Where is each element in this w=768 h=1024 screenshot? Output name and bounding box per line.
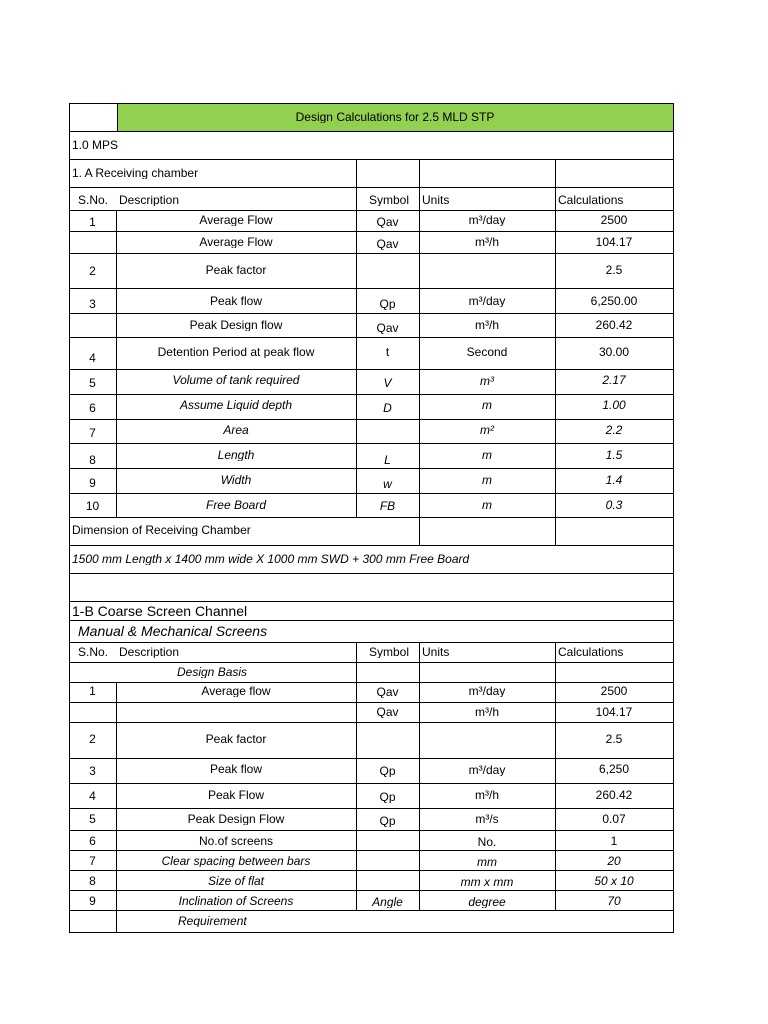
cs-row-cell-sno: 5	[89, 813, 96, 825]
rc-row-cell-desc: Peak flow	[209, 295, 263, 307]
rc-header-units: Units	[422, 194, 450, 206]
grid-vline	[356, 642, 357, 683]
grid-hline	[69, 159, 674, 160]
sheet-title: Design Calculations for 2.5 MLD STP	[295, 111, 495, 123]
cs-row-cell-calc: 2.5	[605, 733, 623, 745]
cs-row-cell-calc: 260.42	[595, 789, 633, 801]
grid-hline	[69, 758, 674, 759]
grid-hline	[69, 662, 674, 663]
cs-row-cell-sno: 1	[89, 685, 96, 697]
rc-row-cell-sno: 5	[89, 377, 96, 389]
grid-hline	[69, 620, 674, 621]
rc-row-cell-desc: Average Flow	[199, 236, 273, 248]
cs-header-calculations: Calculations	[558, 646, 624, 658]
rc-row-cell-unit: m³/day	[468, 214, 506, 226]
grid-vline	[419, 682, 420, 911]
rc-row-cell-sym: w	[383, 478, 392, 490]
grid-hline	[69, 890, 674, 891]
grid-hline	[69, 253, 674, 254]
grid-hline	[69, 443, 674, 444]
cs-row-cell-desc: No.of screens	[198, 835, 274, 847]
rc-row-cell-unit: m³/day	[468, 295, 506, 307]
grid-hline	[69, 419, 674, 420]
rc-row-cell-sym: Qav	[376, 322, 399, 334]
grid-vline	[555, 642, 556, 683]
cs-row-cell-unit: m³/day	[468, 685, 506, 697]
rc-row-cell-desc: Width	[220, 474, 252, 486]
cs-row-cell-sno: 4	[89, 790, 96, 802]
cs-row-cell-sym: Qp	[379, 815, 396, 827]
grid-vline	[419, 517, 420, 546]
rc-row-cell-calc: 2.5	[605, 264, 623, 276]
cs-row-cell-unit: m³/h	[475, 706, 499, 718]
rc-dimension-label: Dimension of Receiving Chamber	[72, 524, 251, 536]
rc-row-cell-desc: Volume of tank required	[172, 374, 300, 386]
rc-row-cell-desc: Peak factor	[205, 264, 267, 276]
rc-header-calculations: Calculations	[558, 194, 624, 206]
grid-vline	[116, 682, 117, 911]
rc-row-cell-sno: 7	[89, 427, 96, 439]
cs-row-cell-sno: 8	[89, 875, 96, 887]
grid-hline	[69, 830, 674, 831]
grid-vline	[356, 682, 357, 911]
frame-top	[69, 103, 674, 104]
grid-vline	[419, 210, 420, 518]
grid-vline	[419, 159, 420, 211]
cs-row-cell-unit: No.	[477, 836, 497, 848]
rc-row-cell-calc: 6,250.00	[590, 295, 638, 307]
cs-row-cell-desc: Peak Flow	[207, 789, 265, 801]
grid-vline	[356, 159, 357, 211]
grid-hline	[69, 910, 674, 911]
grid-hline	[69, 210, 674, 211]
cs-row-cell-desc: Size of flat	[207, 875, 265, 887]
grid-vline	[419, 642, 420, 683]
grid-hline	[69, 517, 674, 518]
rc-row-cell-calc: 1.4	[605, 474, 623, 486]
grid-vline	[555, 682, 556, 911]
rc-row-cell-desc: Peak Design flow	[189, 319, 283, 331]
rc-row-cell-unit: m³	[480, 375, 494, 387]
grid-vline	[555, 210, 556, 518]
grid-hline	[69, 722, 674, 723]
cs-row-cell-calc: 70	[607, 895, 621, 907]
rc-row-cell-desc: Free Board	[205, 499, 267, 511]
cs-row-cell-sno: 9	[89, 895, 96, 907]
cs-row-cell-desc: Peak factor	[205, 733, 267, 745]
grid-vline	[555, 159, 556, 211]
cs-row-cell-sno: 7	[89, 855, 96, 867]
rc-row-cell-desc: Area	[223, 424, 249, 436]
rc-row-cell-calc: 30.00	[598, 346, 630, 358]
rc-row-cell-calc: 260.42	[595, 319, 633, 331]
rc-row-cell-sno: 4	[89, 352, 96, 364]
cs-row-cell-sym: Qav	[376, 686, 399, 698]
cs-row-cell-sno: 3	[89, 765, 96, 777]
grid-hline	[69, 545, 674, 546]
cs-row-cell-unit: mm x mm	[460, 876, 514, 888]
cs-row-cell-sym: Qp	[379, 765, 396, 777]
grid-hline	[69, 642, 674, 643]
rc-row-cell-calc: 104.17	[595, 236, 633, 248]
cs-row-cell-sym: Angle	[372, 896, 403, 908]
rc-row-cell-calc: 1.5	[605, 449, 623, 461]
cs-row-cell-unit: m³/s	[475, 813, 499, 825]
rc-row-cell-sym: L	[384, 454, 391, 466]
grid-hline	[69, 682, 674, 683]
rc-row-cell-sym: FB	[379, 500, 396, 512]
cs-row-cell-desc: Clear spacing between bars	[161, 855, 311, 867]
cs-row-cell-sno: 2	[89, 733, 96, 745]
rc-row-cell-unit: m	[482, 399, 492, 411]
rc-row-cell-sym: Qav	[376, 216, 399, 228]
frame-bottom	[69, 932, 674, 933]
rc-row-cell-unit: m³/h	[475, 319, 499, 331]
rc-row-cell-unit: Second	[466, 346, 508, 358]
grid-hline	[69, 702, 674, 703]
grid-vline	[116, 210, 117, 518]
rc-row-cell-sno: 6	[89, 402, 96, 414]
rc-row-cell-calc: 0.3	[605, 499, 623, 511]
rc-row-cell-desc: Average Flow	[199, 214, 273, 226]
grid-hline	[69, 468, 674, 469]
rc-row-cell-sno: 1	[89, 216, 96, 228]
cs-requirement: Requirement	[178, 915, 247, 927]
rc-header-description: Description	[119, 194, 180, 206]
grid-hline	[69, 131, 674, 132]
grid-hline	[69, 369, 674, 370]
cs-row-cell-calc: 104.17	[595, 706, 633, 718]
grid-hline	[69, 601, 674, 602]
grid-vline	[356, 210, 357, 518]
rc-row-cell-unit: m	[482, 499, 492, 511]
rc-header-symbol: Symbol	[368, 194, 409, 206]
rc-row-cell-sno: 3	[89, 298, 96, 310]
grid-hline	[69, 783, 674, 784]
rc-header-sno: S.No.	[77, 194, 108, 206]
cs-row-cell-desc: Inclination of Screens	[178, 895, 294, 907]
grid-hline	[69, 313, 674, 314]
rc-row-cell-unit: m	[482, 449, 492, 461]
section-mps: 1.0 MPS	[72, 139, 119, 151]
cs-row-cell-calc: 50 x 10	[594, 875, 634, 887]
coarse-screen-subheading: Manual & Mechanical Screens	[78, 624, 268, 638]
rc-row-cell-sym: t	[385, 346, 390, 358]
grid-vline	[555, 517, 556, 546]
cs-row-cell-calc: 0.07	[602, 813, 626, 825]
cs-row-cell-desc: Peak Design Flow	[187, 813, 285, 825]
cs-row-cell-unit: m³/h	[475, 789, 499, 801]
rc-row-cell-unit: m	[482, 474, 492, 486]
rc-row-cell-sno: 10	[85, 500, 100, 512]
rc-row-cell-sno: 9	[89, 477, 96, 489]
rc-row-cell-sno: 2	[89, 265, 96, 277]
rc-row-cell-unit: m³/h	[475, 236, 499, 248]
grid-hline	[69, 493, 674, 494]
grid-hline	[69, 231, 674, 232]
cs-row-cell-sym: Qp	[379, 791, 396, 803]
grid-vline	[116, 910, 117, 933]
cs-row-cell-desc: Average flow	[201, 685, 271, 697]
rc-row-cell-desc: Assume Liquid depth	[179, 399, 293, 411]
coarse-screen-heading: 1-B Coarse Screen Channel	[72, 604, 248, 618]
cs-row-cell-calc: 1	[610, 835, 618, 847]
rc-row-cell-desc: Detention Period at peak flow	[157, 346, 315, 358]
cs-row-cell-calc: 20	[607, 855, 621, 867]
rc-row-cell-desc: Length	[217, 449, 255, 461]
cs-header-description: Description	[119, 646, 180, 658]
rc-row-cell-sym: V	[383, 377, 392, 389]
cs-row-cell-calc: 2500	[600, 685, 628, 697]
cs-row-cell-unit: m³/day	[468, 764, 506, 776]
grid-hline	[69, 808, 674, 809]
rc-row-cell-calc: 1.00	[602, 399, 626, 411]
rc-row-cell-calc: 2.17	[602, 374, 626, 386]
rc-row-cell-sno: 8	[89, 454, 96, 466]
grid-hline	[69, 573, 674, 574]
cs-design-basis: Design Basis	[177, 666, 248, 678]
grid-hline	[69, 394, 674, 395]
grid-hline	[69, 288, 674, 289]
cs-row-cell-desc: Peak flow	[209, 763, 263, 775]
grid-hline	[69, 870, 674, 871]
cs-header-units: Units	[422, 646, 450, 658]
grid-hline	[69, 850, 674, 851]
cs-row-cell-unit: degree	[468, 896, 506, 908]
rc-row-cell-sym: Qp	[379, 298, 396, 310]
rc-row-cell-unit: m²	[480, 424, 494, 436]
cs-row-cell-calc: 6,250	[598, 763, 630, 775]
grid-hline	[69, 337, 674, 338]
grid-hline	[69, 187, 674, 188]
receiving-chamber-heading: 1. A Receiving chamber	[72, 167, 199, 179]
rc-row-cell-calc: 2.2	[605, 424, 623, 436]
cs-row-cell-sym: Qav	[376, 706, 399, 718]
rc-row-cell-sym: Qav	[376, 238, 399, 250]
grid-vline	[117, 103, 118, 132]
cs-row-cell-unit: mm	[477, 856, 497, 868]
rc-row-cell-sym: D	[383, 402, 392, 414]
cs-row-cell-sno: 6	[89, 835, 96, 847]
cs-header-symbol: Symbol	[368, 646, 409, 658]
rc-dimension-text: 1500 mm Length x 1400 mm wide X 1000 mm SWD + 300 mm Free Board	[72, 553, 470, 565]
rc-row-cell-calc: 2500	[600, 214, 628, 226]
cs-header-sno: S.No.	[77, 646, 108, 658]
